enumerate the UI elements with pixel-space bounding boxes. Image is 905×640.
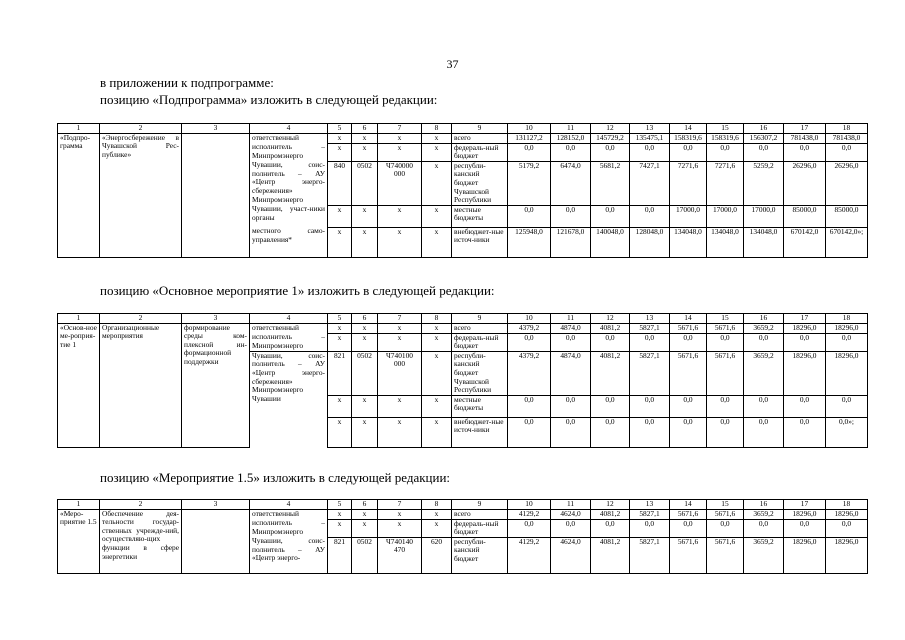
cell-value: 0,0»; <box>826 417 868 447</box>
cell-value: 0,0 <box>630 519 670 537</box>
cell-value: 0,0 <box>744 417 784 447</box>
cell-c8: x <box>422 323 452 333</box>
header-col-17: 17 <box>784 500 826 510</box>
cell-value: 18296,0 <box>784 351 826 395</box>
cell-responsible: исполнитель – Минпромэнерго <box>250 333 328 351</box>
cell-value: 0,0 <box>508 333 551 351</box>
cell-responsible: Чувашии, соис-полнитель – АУ «Центр энерго-сбережения» Минпромэнерго Чувашии <box>250 351 328 447</box>
cell-value: 3659,2 <box>744 509 784 519</box>
cell-c7: x <box>378 227 422 257</box>
cell-value: 0,0 <box>784 143 826 161</box>
header-col-6: 6 <box>352 314 378 324</box>
cell-value: 0,0 <box>551 333 591 351</box>
header-col-4: 4 <box>250 314 328 324</box>
cell-value: 5671,6 <box>670 509 707 519</box>
paragraph-subprogram: позицию «Подпрограмма» изложить в следующей редакции: <box>100 92 438 107</box>
cell-c6: 0502 <box>352 351 378 395</box>
cell-c8: x <box>422 519 452 537</box>
cell-responsible: Чувашии, соис-полнитель – АУ «Центр энерго-сбережения» Минпромэнерго <box>250 161 328 205</box>
cell-value: 131127,2 <box>508 133 551 143</box>
cell-value: 5671,6 <box>707 537 744 573</box>
header-col-9: 9 <box>452 500 508 510</box>
header-col-12: 12 <box>591 314 630 324</box>
header-col-10: 10 <box>508 500 551 510</box>
cell-value: 5681,2 <box>591 161 630 205</box>
cell-c2: Организационные мероприятия <box>100 323 182 447</box>
cell-value: 0,0 <box>826 143 868 161</box>
cell-value: 5259,2 <box>744 161 784 205</box>
header-col-3: 3 <box>182 124 250 134</box>
cell-c8: x <box>422 205 452 227</box>
header-col-15: 15 <box>707 500 744 510</box>
cell-value: 0,0 <box>591 417 630 447</box>
cell-c3 <box>182 133 250 257</box>
cell-c6: x <box>352 417 378 447</box>
cell-value: 0,0 <box>670 417 707 447</box>
header-col-6: 6 <box>352 500 378 510</box>
cell-c6: 0502 <box>352 537 378 573</box>
cell-responsible: местного само-управления* <box>250 227 328 257</box>
cell-value: 135475,1 <box>630 133 670 143</box>
cell-value: 0,0 <box>551 417 591 447</box>
cell-source: федераль-ный бюджет <box>452 519 508 537</box>
cell-value: 0,0 <box>591 143 630 161</box>
cell-value: 0,0 <box>707 143 744 161</box>
cell-value: 17000,0 <box>670 205 707 227</box>
cell-value: 0,0 <box>670 395 707 417</box>
cell-value: 85000,0 <box>826 205 868 227</box>
header-col-16: 16 <box>744 500 784 510</box>
cell-source: всего <box>452 323 508 333</box>
cell-c6: x <box>352 133 378 143</box>
table-row <box>58 323 868 333</box>
cell-value: 0,0 <box>707 417 744 447</box>
cell-source: внебюджет-ные источ-ники <box>452 227 508 257</box>
cell-c8: x <box>422 333 452 351</box>
cell-value: 85000,0 <box>784 205 826 227</box>
cell-source: республи-канский бюджет <box>452 537 508 573</box>
cell-value: 158319,6 <box>707 133 744 143</box>
cell-value: 7271,6 <box>707 161 744 205</box>
cell-source: федераль-ный бюджет <box>452 143 508 161</box>
cell-value: 0,0 <box>630 333 670 351</box>
cell-value: 0,0 <box>508 395 551 417</box>
cell-c1: «Основ-ное ме-роприя-тие 1 <box>58 323 100 447</box>
cell-value: 158319,6 <box>670 133 707 143</box>
cell-value: 3659,2 <box>744 323 784 333</box>
header-col-13: 13 <box>630 314 670 324</box>
header-col-5: 5 <box>328 124 352 134</box>
cell-value: 5671,6 <box>707 323 744 333</box>
cell-value: 5179,2 <box>508 161 551 205</box>
cell-value: 0,0 <box>707 519 744 537</box>
header-col-11: 11 <box>551 500 591 510</box>
cell-value: 5671,6 <box>670 323 707 333</box>
cell-value: 0,0 <box>784 395 826 417</box>
cell-c5: x <box>328 323 352 333</box>
header-col-7: 7 <box>378 500 422 510</box>
header-row <box>58 124 868 134</box>
cell-value: 0,0 <box>784 417 826 447</box>
header-col-12: 12 <box>591 500 630 510</box>
cell-value: 4129,2 <box>508 537 551 573</box>
cell-value: 5827,1 <box>630 323 670 333</box>
cell-value: 4081,2 <box>591 351 630 395</box>
cell-value: 781438,0 <box>826 133 868 143</box>
cell-source: федераль-ный бюджет <box>452 333 508 351</box>
cell-value: 0,0 <box>508 417 551 447</box>
cell-source: местные бюджеты <box>452 395 508 417</box>
header-col-6: 6 <box>352 124 378 134</box>
cell-c7: x <box>378 417 422 447</box>
cell-c8: x <box>422 395 452 417</box>
cell-value: 18296,0 <box>826 351 868 395</box>
cell-c2: «Энергосбережение в Чувашской Рес-публике» <box>100 133 182 257</box>
page-number: 37 <box>446 57 459 71</box>
cell-source: внебюджет-ные источ-ники <box>452 417 508 447</box>
paragraph-event-1-5: позицию «Мероприятие 1.5» изложить в следующей редакции: <box>100 470 451 485</box>
cell-c7: x <box>378 133 422 143</box>
cell-c5: 821 <box>328 351 352 395</box>
header-col-3: 3 <box>182 314 250 324</box>
cell-c5: x <box>328 333 352 351</box>
cell-value: 0,0 <box>630 395 670 417</box>
header-col-8: 8 <box>422 124 452 134</box>
header-col-18: 18 <box>826 500 868 510</box>
header-col-16: 16 <box>744 314 784 324</box>
cell-value: 670142,0»; <box>826 227 868 257</box>
header-col-12: 12 <box>591 124 630 134</box>
cell-value: 0,0 <box>826 519 868 537</box>
header-col-11: 11 <box>551 314 591 324</box>
cell-value: 4379,2 <box>508 351 551 395</box>
header-col-14: 14 <box>670 314 707 324</box>
cell-c6: x <box>352 333 378 351</box>
header-col-4: 4 <box>250 124 328 134</box>
header-row <box>58 500 868 510</box>
header-col-1: 1 <box>58 124 100 134</box>
header-col-9: 9 <box>452 314 508 324</box>
cell-responsible: Чувашии, соис-полнитель – АУ «Центр энерго- <box>250 537 328 573</box>
cell-value: 4874,0 <box>551 323 591 333</box>
header-col-2: 2 <box>100 314 182 324</box>
header-col-10: 10 <box>508 124 551 134</box>
cell-value: 5671,6 <box>707 351 744 395</box>
cell-value: 0,0 <box>784 519 826 537</box>
cell-c6: 0502 <box>352 161 378 205</box>
cell-value: 7271,6 <box>670 161 707 205</box>
header-col-7: 7 <box>378 314 422 324</box>
cell-value: 18296,0 <box>826 509 868 519</box>
header-col-5: 5 <box>328 314 352 324</box>
cell-c7: x <box>378 143 422 161</box>
header-col-8: 8 <box>422 500 452 510</box>
header-col-13: 13 <box>630 500 670 510</box>
cell-value: 0,0 <box>508 519 551 537</box>
cell-value: 134048,0 <box>744 227 784 257</box>
cell-c8: x <box>422 351 452 395</box>
cell-value: 4081,2 <box>591 537 630 573</box>
cell-value: 6474,0 <box>551 161 591 205</box>
cell-c1: «Подпро-грамма <box>58 133 100 257</box>
cell-c8: 620 <box>422 537 452 573</box>
cell-value: 0,0 <box>670 333 707 351</box>
header-col-15: 15 <box>707 314 744 324</box>
cell-c6: x <box>352 509 378 519</box>
cell-value: 4081,2 <box>591 323 630 333</box>
cell-c8: x <box>422 161 452 205</box>
cell-c5: x <box>328 395 352 417</box>
cell-source: всего <box>452 133 508 143</box>
cell-value: 0,0 <box>707 395 744 417</box>
cell-value: 0,0 <box>630 417 670 447</box>
table-main-event <box>57 313 868 448</box>
cell-value: 0,0 <box>551 519 591 537</box>
cell-value: 5827,1 <box>630 509 670 519</box>
cell-value: 0,0 <box>744 395 784 417</box>
header-col-11: 11 <box>551 124 591 134</box>
cell-value: 0,0 <box>508 143 551 161</box>
cell-value: 3659,2 <box>744 537 784 573</box>
cell-value: 0,0 <box>591 395 630 417</box>
cell-responsible: исполнитель – Минпромэнерго <box>250 143 328 161</box>
header-col-9: 9 <box>452 124 508 134</box>
cell-c3: формирование среды ком-плексной ин-формационной поддержки <box>182 323 250 447</box>
header-col-14: 14 <box>670 500 707 510</box>
cell-value: 0,0 <box>508 205 551 227</box>
cell-value: 0,0 <box>630 143 670 161</box>
cell-c7: x <box>378 333 422 351</box>
cell-value: 0,0 <box>826 333 868 351</box>
cell-c2: Обеспечение дея-тельности государ-ственных учрежде-ний, осуществляю-щих функции в сфере энергетики <box>100 509 182 573</box>
cell-value: 18296,0 <box>784 537 826 573</box>
cell-value: 0,0 <box>744 519 784 537</box>
cell-source: республи-канский бюджет Чувашской Республики <box>452 351 508 395</box>
cell-value: 18296,0 <box>826 323 868 333</box>
header-col-17: 17 <box>784 124 826 134</box>
cell-value: 5671,6 <box>670 537 707 573</box>
cell-value: 140048,0 <box>591 227 630 257</box>
header-col-16: 16 <box>744 124 784 134</box>
cell-value: 0,0 <box>630 205 670 227</box>
header-col-5: 5 <box>328 500 352 510</box>
cell-value: 0,0 <box>551 395 591 417</box>
cell-responsible: ответственный <box>250 133 328 143</box>
cell-value: 4129,2 <box>508 509 551 519</box>
cell-value: 128048,0 <box>630 227 670 257</box>
cell-value: 121678,0 <box>551 227 591 257</box>
cell-c5: 840 <box>328 161 352 205</box>
cell-c6: x <box>352 323 378 333</box>
cell-value: 134048,0 <box>707 227 744 257</box>
cell-c8: x <box>422 133 452 143</box>
cell-c7: Ч740000 000 <box>378 161 422 205</box>
cell-c6: x <box>352 395 378 417</box>
cell-c6: x <box>352 227 378 257</box>
cell-c5: x <box>328 205 352 227</box>
cell-value: 670142,0 <box>784 227 826 257</box>
cell-c5: x <box>328 509 352 519</box>
header-col-4: 4 <box>250 500 328 510</box>
cell-c5: x <box>328 143 352 161</box>
header-col-1: 1 <box>58 500 100 510</box>
cell-value: 4379,2 <box>508 323 551 333</box>
header-col-1: 1 <box>58 314 100 324</box>
header-row <box>58 314 868 324</box>
cell-value: 0,0 <box>744 333 784 351</box>
header-col-7: 7 <box>378 124 422 134</box>
cell-value: 125948,0 <box>508 227 551 257</box>
cell-c7: x <box>378 323 422 333</box>
cell-c6: x <box>352 205 378 227</box>
cell-value: 0,0 <box>551 143 591 161</box>
cell-value: 0,0 <box>670 143 707 161</box>
cell-c7: x <box>378 395 422 417</box>
header-col-2: 2 <box>100 124 182 134</box>
cell-value: 18296,0 <box>784 323 826 333</box>
cell-source: всего <box>452 509 508 519</box>
cell-c8: x <box>422 509 452 519</box>
cell-value: 0,0 <box>591 519 630 537</box>
cell-value: 781438,0 <box>784 133 826 143</box>
cell-value: 0,0 <box>744 143 784 161</box>
cell-value: 5671,6 <box>670 351 707 395</box>
cell-value: 4081,2 <box>591 509 630 519</box>
header-col-17: 17 <box>784 314 826 324</box>
cell-value: 4624,0 <box>551 537 591 573</box>
header-col-3: 3 <box>182 500 250 510</box>
cell-responsible: Чувашии, участ-ники органы <box>250 205 328 227</box>
cell-value: 26296,0 <box>784 161 826 205</box>
header-col-18: 18 <box>826 314 868 324</box>
header-col-8: 8 <box>422 314 452 324</box>
cell-c5: 821 <box>328 537 352 573</box>
cell-value: 0,0 <box>826 395 868 417</box>
cell-responsible: исполнитель – Минпромэнерго <box>250 519 328 537</box>
cell-value: 145729,2 <box>591 133 630 143</box>
cell-value: 0,0 <box>591 333 630 351</box>
header-col-2: 2 <box>100 500 182 510</box>
cell-c7: Ч740140 470 <box>378 537 422 573</box>
cell-c8: x <box>422 143 452 161</box>
cell-value: 4874,0 <box>551 351 591 395</box>
cell-value: 17000,0 <box>707 205 744 227</box>
cell-value: 0,0 <box>551 205 591 227</box>
cell-source: республи-канский бюджет Чувашской Республики <box>452 161 508 205</box>
cell-value: 26296,0 <box>826 161 868 205</box>
table-row <box>58 509 868 519</box>
cell-responsible: ответственный <box>250 509 328 519</box>
cell-c7: Ч740100 000 <box>378 351 422 395</box>
cell-c8: x <box>422 227 452 257</box>
cell-c7: x <box>378 509 422 519</box>
cell-c5: x <box>328 519 352 537</box>
table-subprogram <box>57 123 868 258</box>
cell-value: 0,0 <box>670 519 707 537</box>
cell-source: местные бюджеты <box>452 205 508 227</box>
table-row <box>58 133 868 143</box>
cell-value: 18296,0 <box>826 537 868 573</box>
cell-value: 5827,1 <box>630 351 670 395</box>
cell-value: 3659,2 <box>744 351 784 395</box>
cell-value: 18296,0 <box>784 509 826 519</box>
cell-value: 0,0 <box>591 205 630 227</box>
cell-c3 <box>182 509 250 573</box>
cell-c6: x <box>352 143 378 161</box>
header-col-14: 14 <box>670 124 707 134</box>
cell-c7: x <box>378 205 422 227</box>
cell-value: 17000,0 <box>744 205 784 227</box>
header-col-13: 13 <box>630 124 670 134</box>
header-col-10: 10 <box>508 314 551 324</box>
cell-c6: x <box>352 519 378 537</box>
cell-c7: x <box>378 519 422 537</box>
paragraph-main-event: позицию «Основное мероприятие 1» изложить в следующей редакции: <box>100 283 495 298</box>
header-col-15: 15 <box>707 124 744 134</box>
cell-value: 0,0 <box>784 333 826 351</box>
cell-value: 7427,1 <box>630 161 670 205</box>
cell-value: 4624,0 <box>551 509 591 519</box>
paragraph-intro: в приложении к подпрограмме: <box>100 75 274 90</box>
cell-responsible: ответственный <box>250 323 328 333</box>
cell-value: 156307,2 <box>744 133 784 143</box>
cell-value: 0,0 <box>707 333 744 351</box>
cell-c8: x <box>422 417 452 447</box>
cell-c5: x <box>328 417 352 447</box>
cell-value: 134048,0 <box>670 227 707 257</box>
cell-c1: «Меро-приятие 1.5 <box>58 509 100 573</box>
cell-value: 128152,0 <box>551 133 591 143</box>
cell-c5: x <box>328 133 352 143</box>
table-event-1-5 <box>57 499 868 574</box>
cell-value: 5671,6 <box>707 509 744 519</box>
cell-value: 5827,1 <box>630 537 670 573</box>
header-col-18: 18 <box>826 124 868 134</box>
cell-c5: x <box>328 227 352 257</box>
